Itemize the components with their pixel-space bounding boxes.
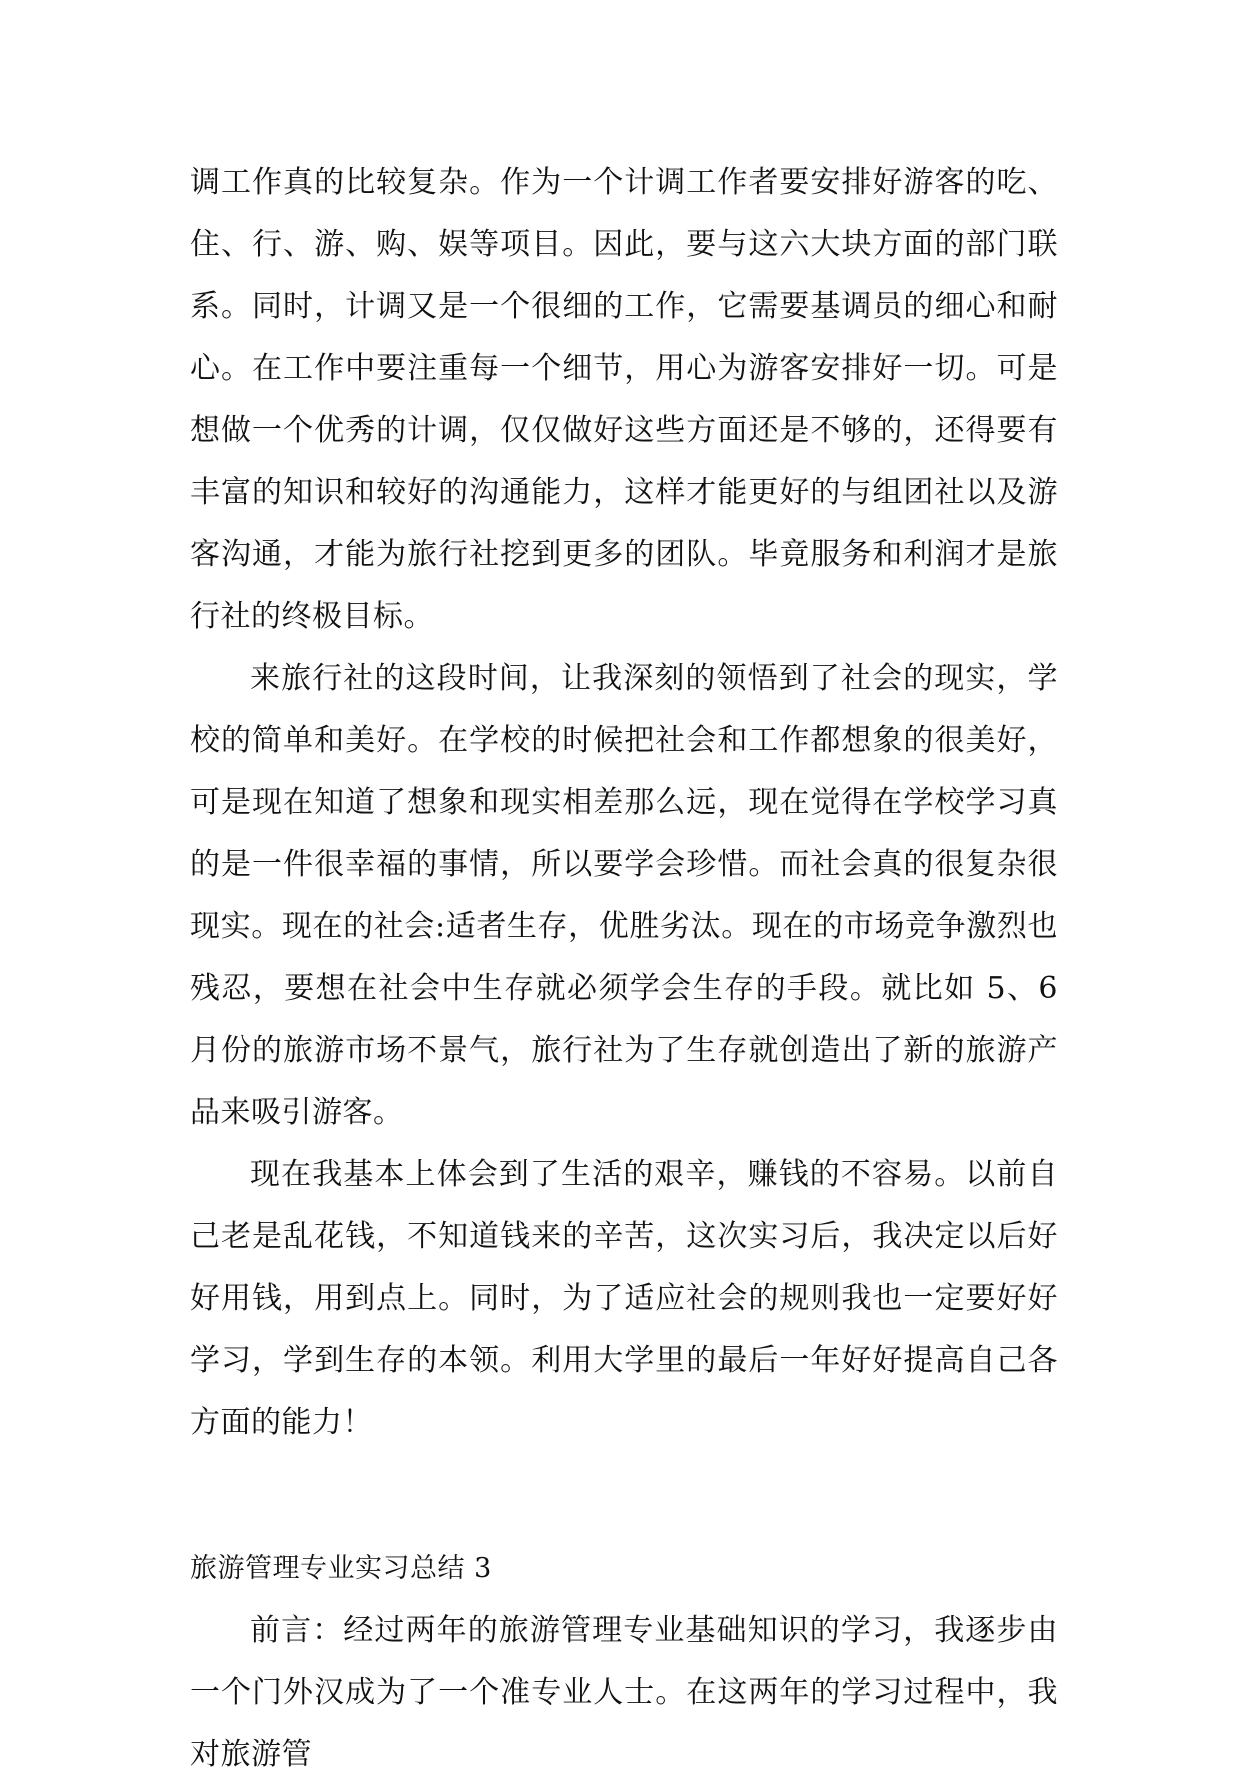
paragraph-life-hardship: 现在我基本上体会到了生活的艰辛，赚钱的不容易。以前自己老是乱花钱，不知道钱来的辛苦，这次实习后，我决定以后好好用钱，用到点上。同时，为了适应社会的规则我也一定要好好学习，学到生存的本领。利用大学里的最后一年好好提高自己各方面的能力！ xyxy=(190,1157,1058,1440)
paragraph-preface: 前言：经过两年的旅游管理专业基础知识的学习，我逐步由一个门外汉成为了一个准专业人士。在这两年的学习过程中，我对旅游管 xyxy=(190,1613,1058,1772)
document-page xyxy=(190,152,1058,1786)
paragraph-planner-work: 调工作真的比较复杂。作为一个计调工作者要安排好游客的吃、住、行、游、购、娱等项目。因此，要与这六大块方面的部门联系。同时，计调又是一个很细的工作，它需要基调员的细心和耐心。在工作中要注重每一个细节，用心为游客安排好一切。可是想做一个优秀的计调，仅仅做好这些方面还是不够的，还得要有丰富的知识和较好的沟通能力，这样才能更好的与组团社以及游客沟通，才能为旅行社挖到更多的团队。毕竟服务和利润才是旅行社的终极目标。 xyxy=(190,165,1058,634)
paragraph-society-reality: 来旅行社的这段时间，让我深刻的领悟到了社会的现实，学校的简单和美好。在学校的时候把社会和工作都想象的很美好，可是现在知道了想象和现实相差那么远，现在觉得在学校学习真的是一件很幸福的事情，所以要学会珍惜。而社会真的很复杂很现实。现在的社会:适者生存，优胜劣汰。现在的市场竞争激烈也残忍，要想在社会中生存就必须学会生存的手段。就比如 5、6 月份的旅游市场不景气，旅行社为了生存就创造出了新的旅游产品来吸引游客。 xyxy=(190,661,1058,1130)
section-heading: 旅游管理专业实习总结 3 xyxy=(190,1553,492,1584)
